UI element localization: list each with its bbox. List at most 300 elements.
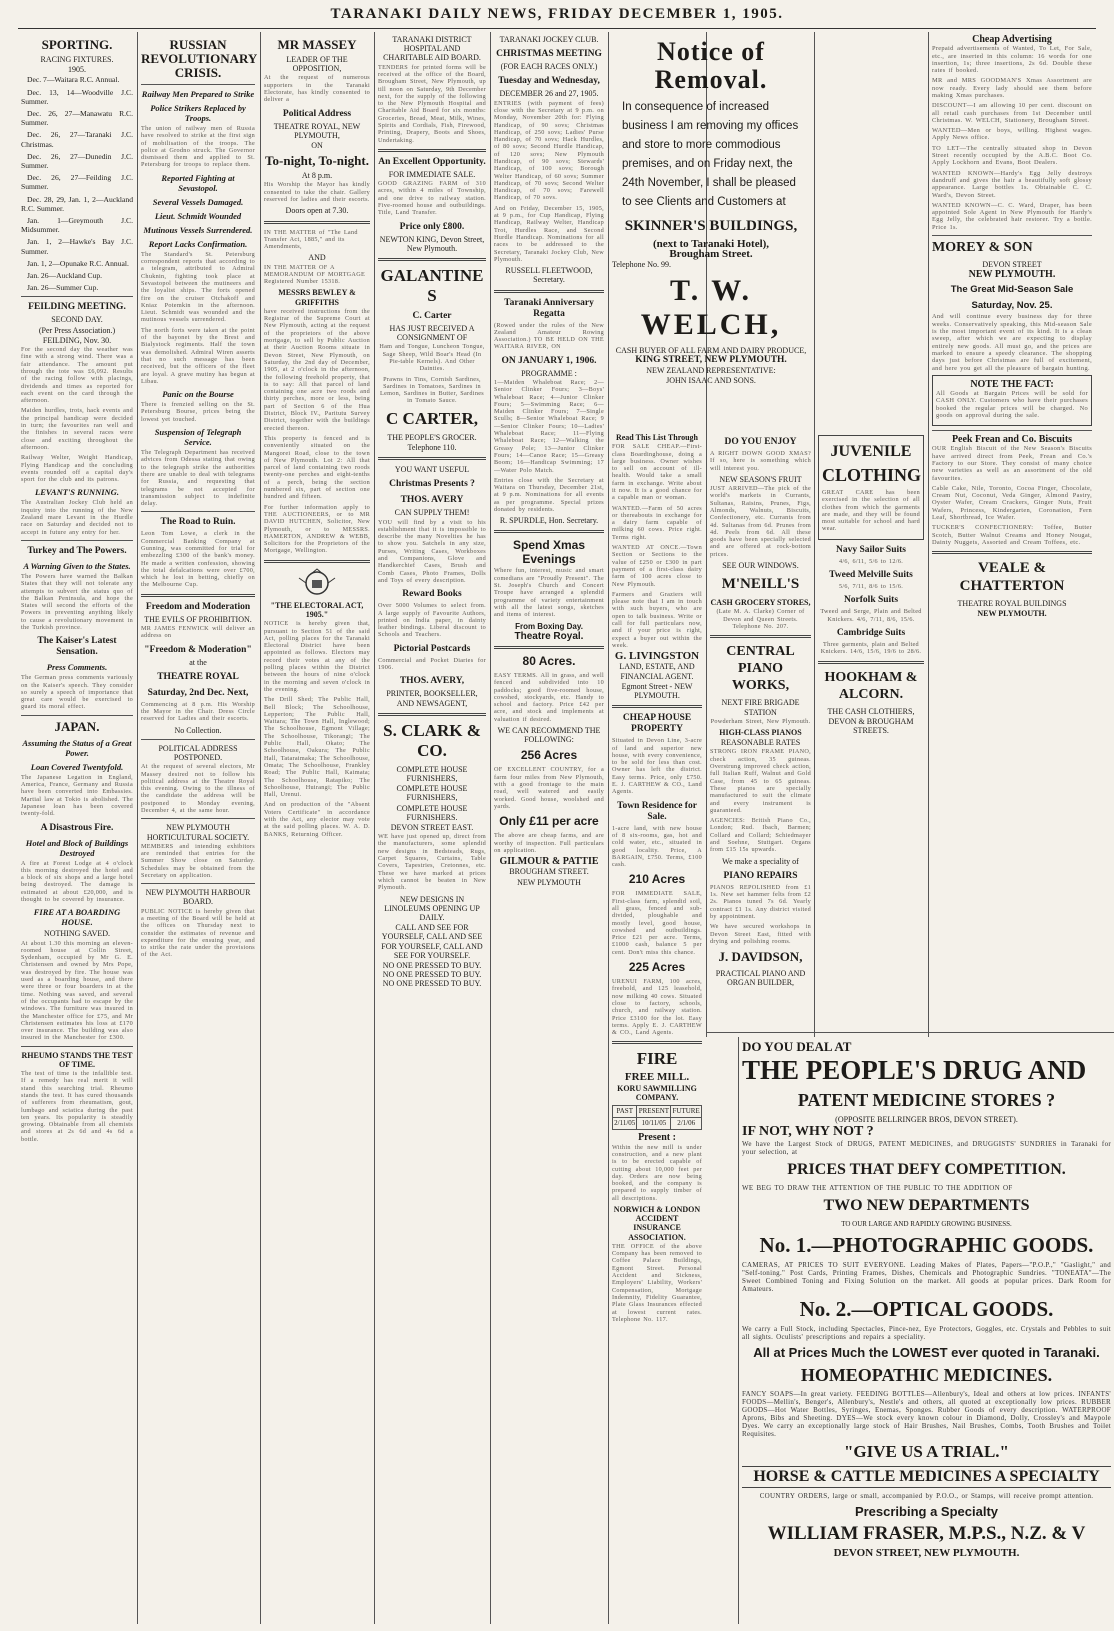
article-text: Maiden hurdles, trots, hack events and the principal handicap were decided in turn; the favourites ran well and the finishes in several races were close and exciting throughout the afternoon. (21, 407, 133, 451)
jan-date: ON JANUARY 1, 1906. (501, 355, 597, 366)
rule (141, 84, 255, 85)
turkey-heading: Turkey and The Powers. (27, 545, 127, 556)
egmont-line: Egmont Street - NEW PLYMOUTH. (621, 681, 693, 701)
meeting-dec: DECEMBER 26 and 27, 1905. (499, 89, 599, 99)
article-text: Where fun, interest, music and smart comedians are "Proudly Present". The St. Joseph's Church and Concert Troupe have arranged a splendid programme of variety entertainment with all the latest songs, sketches and items of interest. (494, 567, 604, 619)
spacer (707, 1040, 737, 1050)
telephone: Telephone No. 99. (612, 260, 671, 270)
sale-date: Saturday, Nov. 25. (971, 300, 1053, 312)
cash-buyer: CASH BUYER OF ALL FARM AND DAIRY PRODUCE, (615, 345, 807, 355)
supply-line: CAN SUPPLY THEM! (394, 508, 470, 518)
skinner-heading: SKINNER'S BUILDINGS, (624, 218, 798, 234)
fixture-item: Jan. 26—Auckland Cup. (27, 271, 103, 281)
damaged-heading: Several Vessels Damaged. (152, 196, 244, 207)
nothing-saved: NOTHING SAVED. (43, 929, 111, 939)
hon-sec: R. SPURDLE, Hon. Secretary. (499, 516, 599, 526)
article-text: Commercial and Pocket Diaries for 1906. (378, 656, 486, 672)
linoleums-line: NEW DESIGNS IN LINOLEUMS OPENING UP DAILY. (384, 894, 480, 922)
theatre-royal-2: Theatre Royal. (514, 630, 584, 642)
messrs-line: MESSRS BEWLEY & GRIFFITHS (278, 288, 356, 307)
homeopathic: HOMEOPATHIC MEDICINES. (800, 1364, 1053, 1385)
king-street: KING STREET, NEW PLYMOUTH. (635, 354, 787, 365)
column-ads-4 (375, 34, 489, 1624)
cambridge-suits: Cambridge Suits (836, 627, 906, 638)
article-text: Powderham Street, New Plymouth. (710, 717, 811, 725)
article-text: FOR SALE CHEAP.—First-class Boardinghouse, doing a large business. Owner wishes to sell on account of ill-health. Would take a small farm in exchange. Write about it now. It is a good chance for a capable man or woman. (612, 443, 702, 502)
rule (141, 594, 255, 597)
rule (21, 1046, 133, 1047)
column-livingston (609, 432, 705, 1624)
column-mneill (707, 432, 814, 1027)
prescribing: Prescribing a Specialty (854, 1503, 999, 1519)
article-text: The Drill Shed; The Public Hall, Bell Block; The Schoolhouse, Lepperton; The Public Hall, Waitara; The Town Hall, Inglewood; The Schoolhouse, Egmont Village; The Schoolhouse, Tikorangi; The Public Hall, Okato; The Schoolhouse, Oakura; The Public Hall, Tataraimaka; The Schoolhouse, Omata; The Schoolhouse, Frankley Road; The Public Hall, Kaimata; The Schoolhouse, Ratapiko; The Schoolhouse, Huirangi; The Public Hall, Urenui. (264, 696, 370, 799)
article-text: THE OFFICE of the above Company has been removed to Coffee Palace Buildings, Egmont Street. Personal Accident and Sickness, Employers' Liability, Workers' Compensation, Mortgage Indemnity, Fidelity Guarantee, Plate Glass Insurances effected at lowest current rates. Telephone No. 117. (612, 1242, 702, 1323)
article-text: At about 1.30 this morning an eleven-roomed house at Collin Street, Sydenham, occupied by Mr G. E. Christensen and owned by Mrs Pope, was destroyed by fire. The house was used as a boarding house, and there were three or four boarders in at the time. Nothing was saved, and several of the occupants had to escape by the windows. The furniture was insured in the Manchester office for £75, and Mr Christensen estimates his loss at £170 over insurance. The building was also insured in the Manchester for £300. (21, 939, 133, 1042)
article-text: STRONG IRON FRAME PIANO, check action, 35 guineas. Overstrung improved check action, full Italian Ruff, Walnut and Gold Case, from 45 to 65 guineas. These pianos are specially manufactured to suit the climate and every instrument is guaranteed. (710, 748, 811, 814)
john-isaac: JOHN ISAAC AND SONS. (666, 376, 756, 386)
rep-line: NEW ZEALAND REPRESENTATIVE: (646, 366, 776, 376)
notice-body: In consequence of increased business I am removing my offices and store to more commodious premises, and on Friday next, the 24th November, I shall be pleased to see Clients and Customers at (622, 101, 799, 208)
rule (494, 530, 604, 533)
massey-heading: MR MASSEY (277, 37, 357, 52)
article-text: Tweed and Serge, Plain and Belted Knickers. 4/6, 7/11, 8/6, 15/6. (820, 608, 922, 623)
tonight-heading: To-night, To-night. (265, 153, 369, 169)
telephone-line: Telephone 110. (407, 442, 457, 452)
brougham-line: BROUGHAM STREET. (509, 867, 589, 877)
rule (932, 235, 1092, 236)
avery-2: THOS. AVERY, (399, 676, 465, 687)
dateline: FEILDING, Nov. 30. (42, 335, 112, 345)
free-mill: FREE MILL. (624, 1071, 690, 1084)
livingston-heading: G. LIVINGSTON (614, 650, 700, 663)
business-line: TO OUR LARGE AND RAPIDLY GROWING BUSINESS. (841, 1219, 1012, 1228)
no-one-line: NO ONE PRESSED TO BUY. NO ONE PRESSED TO BUY. NO ONE PRESSED TO BUY. (382, 960, 482, 989)
article-text: Prepaid advertisements of Wanted, To Let, For Sale, etc., are inserted in this column: 16 words for one insertion, 1s; three insertions, 2s 6d. Double these rates if booked. (932, 45, 1092, 75)
article-text: EASY TERMS. All in grass, and well fenced and subdivided into 10 paddocks; good five-roomed house, cowshed, stockyards, etc. Handy to school and factory. Price £42 per acre, and stock and implements at valuation if desired. (494, 671, 604, 723)
masthead: TARANAKI DAILY NEWS, FRIDAY DECEMBER 1, 1905. (330, 6, 784, 22)
present-heading: Present : (638, 1132, 676, 1144)
article-text: FOR IMMEDIATE SALE, First-class farm, splendid soil, all grass, fenced and sub-divided, ploughable and mostly level, good house, cowshed and outbuildings. Price £21 per acre. Terms, £1000 cash, balance 5 per cent. Don't miss this chance. (612, 890, 702, 956)
article-text: PUBLIC NOTICE is hereby given that a meeting of the Board will be held at the offices on Thursday next to consider the estimates of revenue and expenditure for the ensuing year, and to strike the rate under the provisions of the Act. (141, 907, 255, 959)
article-text: Railway Welter, Weight Handicap, Flying Handicap and the concluding events rounded off a capital day's sport for the club and its patrons. (21, 454, 133, 484)
for-sale: FOR IMMEDIATE SALE. (388, 169, 476, 179)
kaiser-heading: The Kaiser's Latest Sensation. (37, 636, 117, 658)
racing-year: 1905. (68, 65, 86, 75)
fixture-item: Dec. 26, 27—Feilding J.C. Summer. (21, 173, 133, 192)
programme-heading: PROGRAMME : (521, 368, 577, 378)
christmas-meeting: CHRISTMAS MEETING (496, 49, 602, 60)
electoral-act: "THE ELECTORAL ACT, 1905." (270, 600, 364, 620)
clark-line: COMPLETE HOUSE FURNISHERS, (396, 764, 468, 783)
article-text: And on production of the "Absent Voters Certificate" in accordance with the Act, any elector may vote at the said polling places. W. A. D. BANKS, Returning Officer. (264, 801, 370, 838)
opposite-line: (OPPOSITE BELLRINGER BROS, DEVON STREET). (835, 1115, 1018, 1125)
article-text: WE have just opened up, direct from the manufacturers, some splendid new designs in Bedsteads, Rugs, Carpet Squares, Curtains, Table Covers, Tapestries, Cretonnes, etc. These we have marked at prices which cannot be beaten in New Plymouth. (378, 833, 486, 892)
rule (378, 258, 486, 261)
column-sporting (18, 34, 136, 1624)
article-text: IN THE MATTER of "The Land Transfer Act, 1885," and its Amendments, (264, 228, 358, 251)
freedom-heading: Freedom and Moderation (145, 601, 251, 612)
rule (141, 818, 255, 819)
welch-heading: T. W. WELCH, (640, 273, 782, 341)
rule (932, 551, 1092, 554)
article-text: GREAT CARE has been exercised in the selection of all clothes from which the garments are made, and they will be found most suitable for school and hard wear. (822, 489, 920, 533)
juvenile-heading: JUVENILE (830, 443, 912, 460)
article-text: Entries close with the Secretary at Waitara on Thursday, December 21st, at 9 p.m. Nominations for all events as per programme. Special prizes donated by residents. (494, 476, 604, 513)
notice-of-removal (609, 34, 813, 429)
second-day: SECOND DAY. (51, 315, 103, 325)
article-text: OUR English Biscuit of the New Season's Biscuits have arrived direct from Peek, Frean and Co.'s Factory to our Store. They consist of many choice new varieties as well as an assortment of the old favourites. (932, 445, 1092, 482)
section-rule (707, 1032, 1114, 1033)
np-line: NEW PLYMOUTH (517, 877, 581, 887)
article-text: URENUI FARM, 100 acres, freehold, and 125 leasehold, now milking 40 cows. Situated close to factory, schools, church, and railway station. Price £3100 for the lot. Easy terms. Apply E. J. CARTHEW & CO., Land Agents. (612, 978, 702, 1037)
fixture-item: Dec. 7—Waitara R.C. Annual. (27, 75, 120, 85)
next-fire: NEXT FIRE BRIGADE STATION (721, 698, 800, 717)
japan-heading: JAPAN. (54, 718, 100, 734)
article-text: The Telegraph Department has received advices from Odessa stating that owing to the telegraph strike the authorities there are unable to deal with telegrams for Russia, and requesting that telegrams be not accepted for transmission subject to indefinite delay. (141, 449, 255, 508)
rule (141, 511, 255, 512)
clark-line: COMPLETE HOUSE FURNISHERS. (396, 803, 468, 822)
rule (494, 646, 604, 649)
rule (378, 713, 486, 716)
see-windows: SEE OUR WINDOWS. (722, 561, 799, 571)
rule (378, 149, 486, 152)
veale-heading: VEALE & CHATTERTON (959, 560, 1065, 595)
fixture-item: Jan. 1, 2—Hawke's Bay J.C. Summer. (21, 237, 133, 256)
meeting-dates: Tuesday and Wednesday, (498, 76, 600, 87)
article-text: Leon Tom Lowe, a clerk in the Commercial Banking Company at Gunning, was committed for trial for embezzling £300 of the bank's money. He made a written confession, showing the total defalcations were over £700, which he lost in betting, chiefly on the Melbourne Cup. (141, 530, 255, 589)
two-new: TWO NEW DEPARTMENTS (823, 1196, 1030, 1214)
theatre-line: THEATRE ROYAL, NEW PLYMOUTH, (273, 121, 361, 140)
railway-heading: Railway Men Prepared to Strike (141, 89, 255, 99)
christmas-presents: Christmas Presents ? (389, 479, 475, 490)
feilding-heading: FEILDING MEETING. (28, 302, 126, 313)
np-horticultural: NEW PLYMOUTH HORTICULTURAL SOCIETY. (146, 823, 250, 842)
clark-line: COMPLETE HOUSE FURNISHERS, (396, 784, 468, 803)
rule (141, 883, 255, 884)
devon-street: DEVON STREET (982, 260, 1042, 270)
fixture-item: Dec. 28, 29, Jan. 1, 2—Auckland R.C. Summer. (21, 194, 133, 213)
article-text: COUNTRY ORDERS, large or small, accompanied by P.O.O., or Stamps, will receive prompt attention. (759, 1491, 1094, 1500)
clark-heading: S. CLARK & CO. (383, 720, 481, 760)
piano-repairs: PIANO REPAIRS (723, 870, 798, 881)
fixture-item: Jan. 1—Greymouth J.C. Midsummer. (21, 216, 133, 235)
confirmation-heading: Report Lacks Confirmation. (148, 238, 248, 249)
speciality: We make a speciality of (722, 856, 799, 866)
article-text: The Standard's St. Petersburg correspondent reports that according to a telegram, attributed to Admiral Chuknin, fighting took place at Sevastopol between the mutineers and the loyalist ships. The forts opened fire on the cruiser Otchakoff and Kniaz Potemkin in the afternoon. Lieut. Schmidt was wounded and the mutinous vessels surrendered. (141, 250, 255, 324)
evils-line: THE EVILS OF PROHIBITION. (144, 614, 252, 624)
table-head: PAST (613, 1106, 637, 1118)
cash-grocery: CASH GROCERY STORES, (710, 598, 811, 608)
drug-store-ad (739, 1040, 1114, 1624)
norwich-heading: NORWICH & LONDON ACCIDENT INSURANCE ASSOCIATION. (613, 1205, 701, 1242)
fraser-heading: WILLIAM FRASER, M.P.S., N.Z. & V (767, 1522, 1086, 1544)
norfolk-suits: Norfolk Suits (843, 595, 899, 606)
rule (21, 296, 133, 297)
saturday-date: Saturday, 2nd Dec. Next, (147, 687, 249, 698)
warning-heading: A Warning Given to the States. (23, 560, 131, 571)
reasonable: REASONABLE RATES (720, 738, 801, 748)
article-text: Farmers and Graziers will please note that I am in touch with such buyers, who are open to talk business. Write or call for full particulars now, and if your price is right, expect a buyer out within the week. (612, 590, 702, 649)
give-trial: "GIVE US A TRIAL." (843, 1441, 1009, 1461)
article-text: This property is fenced and is conveniently situated on the Mangorei Road, close to the town of New Plymouth. Lot 2: All that parcel of land containing two roods twenty-one perches and eight-tenths of a perch, being the section numbered six, part of section one hundred and fifteen. (264, 434, 370, 501)
section-sporting: SPORTING. (41, 37, 113, 52)
notice-title: Notice of Removal. (654, 37, 768, 94)
peoples-drug: THE PEOPLE'S DRUG AND (742, 1055, 1087, 1086)
article-text: GOOD GRAZING FARM of 310 acres, within 4 miles of Township, and one drive to railway station. Five-roomed house and outbuildings. Title, Land Transfer. (378, 180, 486, 217)
land-agent: LAND, ESTATE, AND FINANCIAL AGENT. (619, 662, 695, 681)
article-text: And will continue every business day for three weeks. Conservatively speaking, this Mid-season Sale is the most important event of its kind. It is a clean sweep, after which we are expecting to display entirely new goods. All must go, and the prices are marked to ensure a speedy clearance. The shopping days just before Christmas are full of excitement, and here you get all the pleasure of bargain hunting. (932, 313, 1092, 372)
article-text: OF EXCELLENT COUNTRY, for a farm four miles from New Plymouth, with a good frontage to the main road, well watered and easily worked. Good house, woolshed and yards. (494, 766, 604, 810)
juvenile-box (818, 435, 924, 540)
article-text: TO LET—The centrally situated shop in Devon Street recently occupied by the A.B.C. Boot Co. Apply Lockhorn and Evans, Boot Dealers. (932, 144, 1092, 167)
article-text: Three garments, plain and Belted Knickers. 14/6, 15/6, 19/6 to 28/6. (820, 640, 922, 656)
gilmour-heading: GILMOUR & PATTIE (499, 856, 599, 868)
article-text: The union of railway men of Russia have resolved to strike at the first sign of mobilisation of the troops. The police at Grodno struck. The Governor dismissed them and applied to St. Petersburg for troops to replace them. (141, 125, 255, 169)
clothing-heading: CLOTHING (822, 465, 922, 485)
agent-line: NEWTON KING, Devon Street, New Plymouth. (379, 234, 485, 253)
political-postponed: POLITICAL ADDRESS POSTPONED. (158, 743, 238, 763)
koru-heading: KORU SAWMILLING COMPANY. (617, 1083, 697, 1102)
acres-256: 256 Acres (520, 748, 578, 763)
article-text: PIANOS REPOLISHED from £1 1s. New set hammer felts from £2 2s. Pianos tuned 7s 6d. Yearly contract £1 1s. Any district visited by appointment. (710, 883, 811, 921)
cash-clothiers: THE CASH CLOTHIERS, (827, 706, 915, 716)
devon-st-fraser: DEVON STREET, NEW PLYMOUTH. (833, 1546, 1020, 1559)
morey-heading: MOREY & SON (932, 240, 1033, 256)
political-address: Political Address (282, 108, 352, 119)
price-line: Price only £800. (399, 221, 465, 232)
article-text: MR and MRS GOODMAN'S Xmas Assortment are now ready. Every lady should see them before making Xmas purchases. (932, 77, 1092, 99)
central-heading: CENTRAL PIANO WORKS, (726, 644, 795, 694)
enjoy-heading: DO YOU ENJOY (724, 437, 797, 447)
article-text: We carry a Full Stock, including Spectacles, Pince-nez, Eye Protectors, Goggles, etc. Crystals and Pebbles to suit all sights. Oculists' prescriptions and repairs a speciality. (742, 1324, 1111, 1341)
table-head: FUTURE (671, 1106, 702, 1118)
no2-optical: No. 2.—OPTICAL GOODS. (799, 1296, 1054, 1321)
we-can: WE CAN RECOMMEND THE FOLLOWING: (497, 726, 601, 745)
article-text: WANTED KNOWN—C. C. Ward, Draper, has been appointed Sole Agent in New Plymouth for Hardy's Egg Jelly, the celebrated hair restorer. Try a bottle. Price 1s. (932, 201, 1092, 231)
rule (612, 705, 702, 708)
avery-sub: PRINTER, BOOKSELLER, AND NEWSAGENT, (386, 689, 478, 708)
article-text: WE BEG TO DRAW THE ATTENTION OF THE PUBLIC TO THE ADDITION OF (742, 1183, 1013, 1192)
article-text: The Australian Jockey Club held an inquiry into the running of the New Zealand mare Levant in the Hurdle race on Saturday and decided not to accept in future any entry for her. (21, 499, 133, 536)
article-text: Commencing at 8 p.m. His Worship the Mayor in the Chair. Dress Circle reserved for Ladies and their escorts. (141, 700, 255, 723)
article-text: The Powers have warned the Balkan States that they will not tolerate any attempts to subvert the status quo of the Balkan Peninsula, and hope the States will second the efforts of the Powers in preventing anything likely to cause a revolutionary movement in the Turkish province. (21, 572, 133, 631)
np-harbour: NEW PLYMOUTH HARBOUR BOARD. (145, 888, 251, 907)
read-list: Read This List Through (615, 433, 699, 442)
navy-suits: Navy Sailor Suits (835, 544, 907, 555)
rule (932, 430, 1092, 431)
article-text: YOU will find by a visit to his establishment that it is impossible to describe the many Novelties he has to show you. Satchels in any size, Purses, Writing Cases, Workboxes and Companions, Glove and Handkerchief Cases, Brush and Comb Cases, Photo Frames, Dolls and Toys of every description. (378, 518, 486, 584)
article-text: Cable Cake, Nile, Toronto, Cocoa Finger, Chocolate, Cream Nut, Coconut, Veda Ginger, Almond Pastry, Oyster Wafer, Cream Crackers, Ginger Nuts, Fruit Wafers, Princess, Kindergarten, Coronation, Fern Leaf, Shortbread, Ice Wafer. (932, 484, 1092, 522)
article-text: For further information apply to THE AUCTIONEERS, or to MR DAVID HUTCHEN, Solicitor, New Plymouth, or to MESSRS. HAMERTON, ANDREW & WEBB, Solicitors for the Proprietors of the Mortgage, Wellington. (264, 503, 370, 555)
boxing-day: From Boxing Day. (515, 621, 583, 631)
article-text: WANTED AT ONCE.—Town Section or Sections to the value of £250 or £300 in part payment of a first-class dairy farm of 100 acres close to New Plymouth. (612, 544, 702, 588)
theatre-buildings: THEATRE ROYAL BUILDINGS (957, 599, 1067, 609)
hookham-heading: HOOKHAM & ALCORN. (824, 669, 918, 702)
article-text: 1-acre land, with new house of 8 six-rooms, gas, hot and cold water, etc., situated in good locality. Price, A BARGAIN, £750. Terms, £100 cash. (612, 824, 702, 869)
only-price: Only £11 per acre (499, 814, 599, 829)
article-text: A fire at Forest Lodge at 4 o'clock this morning destroyed the hotel and a block of six shops and a large hotel being destroyed. The damage is estimated at about £20,000, and is thought to be covered by insurance. (21, 859, 133, 904)
article-text: Over 5000 Volumes to select from. A large supply of Favourite Authors, printed on India paper, in dainty leather bindings. Liberal discount to Schools and Teachers. (378, 602, 486, 639)
article-text: have received instructions from the Registrar of the Supreme Court at New Plymouth, acting at the request of the proprietors of the above mortgage, to sell by Public Auction at their Auction Rooms situate in Devon Street, New Plymouth, on Saturday, the 2nd day of December, 1905, at 2 o'clock in the afternoon, the following freehold property, that is to say: All that parcel of land containing one acre two roods and thirty perches, more or less, being part of Section 6 of the Hua District, Block IV., Paritutu Survey District, together with the buildings erected thereon. (264, 307, 370, 432)
time-line: At 8 p.m. (301, 171, 333, 181)
article-text: 1—Maiden Whaleboat Race; 2—Senior Clinker Fours; 3—Boys' Whaleboat Race; 4—Junior Clinker Fours; 5—Swimming Race; 6—Maiden Clinker Fours; 7—Single Sculls; 8—Senior Whaleboat Race; 9—Senior Clinker Fours; 10—Ladies' Whaleboat Race; 11—Flying Whaleboat Race; 12—Walking the Greasy Pole; 13—Junior Clinker Fours; 14—Canoe Race; 15—Greasy Boom; 16—Handicap Swimming; 17—Water Polo Match. (494, 378, 604, 474)
secretary-line: RUSSELL FLEETWOOD, Secretary. (505, 266, 593, 285)
panic-heading: Panic on the Bourse (162, 389, 234, 400)
article-text: 5/6, 7/11, 8/6 to 15/6. (838, 583, 904, 591)
rule (818, 661, 924, 664)
article-text: (Late M. A. Clarke) Corner of Devon and Queen Streets. Telephone No. 207. (716, 608, 805, 631)
masthead-rule (18, 28, 1096, 29)
table-cell: 10/11/05 (637, 1118, 671, 1130)
press-association: (Per Press Association.) (38, 325, 116, 335)
hotel-heading: Hotel and Block of Buildings Destroyed (25, 837, 129, 858)
article-text: CAMERAS, AT PRICES TO SUIT EVERYONE. Leading Makes of Plates, Papers—"P.O.P.," "Gaslight," and "Self-toning." Post Cards, Printing Frames, Dishes, Chemicals and Photographic Sundries. "TONEATA"—The Sweet Combined Toning and Fixing Solution on the market. All goods at popular prices. Dark Room for Amateurs. (742, 1260, 1111, 1293)
article-text: For the second day the weather was fine with a strong wind. There was a fair attendance. The amount put through the tote was £6,092. Results of the racing follow with placings, dividends and times as reported for each event on the card through the afternoon. (21, 346, 133, 405)
article-text: DISCOUNT—I am allowing 10 per cent. discount on all retail cash purchases from 1st December until Christmas. W. WELCH, Stationery, Brougham Street. (932, 102, 1092, 124)
c-carter: C. Carter (412, 310, 452, 321)
article-text: WANTED—Men or boys, willing. Highest wages. Apply News office. (932, 127, 1092, 142)
leader-line: LEADER OF THE OPPOSITION, (286, 55, 348, 74)
fixture-item: Dec. 13, 14—Woodville J.C. Summer. (21, 87, 133, 106)
patent-medicine: PATENT MEDICINE STORES ? (797, 1090, 1056, 1111)
hospital-heading: TARANAKI DISTRICT HOSPITAL AND CHARITABLE AID BOARD. (383, 35, 481, 63)
table-cell: 2/1/06 (671, 1118, 702, 1130)
article-text: The Japanese Legation in England, America, France, Germany and Russia have been converted into Embassies. Martial law at Tokio is abolished. The Japanese loan has been covered twenty-fold. (21, 773, 133, 818)
article-text: We have the Largest Stock of DRUGS, PATENT MEDICINES, and DRUGGISTS' SUNDRIES in Taranaki for your selection, at (742, 1139, 1111, 1156)
opportunity-heading: An Excellent Opportunity. (378, 156, 486, 167)
article-text: We have secured workshops in Devon Street East, fitted with drying and polishing rooms. (710, 923, 811, 945)
fixture-item: Jan. 1, 2—Opunake R.C. Annual. (27, 258, 129, 268)
fixture-item: Jan. 26—Summer Cup. (27, 283, 99, 293)
regatta-heading: Taranaki Anniversary Regatta (504, 297, 594, 319)
article-text: MEMBERS and intending exhibitors are reminded that entries for the Summer Show close on Saturday. Schedules may be obtained from the Secretary on application. (141, 842, 255, 879)
practical: PRACTICAL PIANO AND ORGAN BUILDER, (715, 969, 806, 988)
want-useful: YOU WANT USEFUL (394, 465, 470, 475)
tweed-suits: Tweed Melville Suits (829, 570, 913, 581)
rheumo-heading: RHEUMO STANDS THE TEST OF TIME. (21, 1050, 133, 1069)
article-text: The test of time is the infallible test. If a remedy has real merit it will stand this searching trial. Rheumo stands the test. It has cured thousands of sufferers from rheumatism, gout, lumbago and sciatica during the past ten years. Its popularity is steadily growing. Obtainable from all chemists and stores at 2s 6d and 4s 6d a bottle. (21, 1070, 133, 1143)
article-text: WANTED KNOWN—Hardy's Egg Jelly destroys dandruff and gives the hair a beautifully soft glossy appearance. Large bottles 1s. Obtainable C. C. Ward's, Devon Street. (932, 169, 1092, 199)
article-text: TUCKER'S CONFECTIONERY: Toffee, Butter Scotch, Butter Walnut Creams and Honey Nougat, Dainty Nuggets, Assorted and Cream Toffees, etc. (932, 524, 1092, 546)
no1-photographic: No. 1.—PHOTOGRAPHIC GOODS. (759, 1232, 1094, 1257)
devon-line: DEVON STREET EAST. (390, 822, 474, 832)
article-text: FANCY SOAPS—In great variety. FEEDING BOTTLES—Allenbury's, Ideal and others at low prices. INFANTS' FOODS—Mellin's, Benger's, Allenbury's, Nestle's and others, all quoted at exceptionally low prices. RUBBER GOODS—Hot Water Bottles, Syringes, Enemas, Sponges. Rubber Goods of every description. WATERPROOF Aprons, Bibs and Sheeting. DYES—We stock every known colour in Diamond, Dolly, Crossley's and Maypole Dyes. We carry an exceptionally large stock of Hair Brushes, Nail Brushes, Combs, Tooth Brushes and Toilet Requisites. (742, 1389, 1111, 1438)
do-you-deal: DO YOU DEAL AT (742, 1040, 852, 1054)
crest-icon (264, 568, 370, 600)
article-text: A RIGHT DOWN GOOD XMAS? If so, here is something which will interest you. (710, 450, 811, 472)
loan-heading: Loan Covered Twentyfold. (30, 761, 124, 772)
article-text: WANTED.—Farm of 50 acres or thereabouts in exchange for a dairy farm capable of milking 60 cows. Price right. Terms right. (612, 504, 702, 541)
fixture-list (21, 75, 133, 292)
article-text: There is frenzied selling on the St. Petersburg Bourse, prices being the lowest yet touched. (141, 401, 255, 423)
peoples-grocer: THE PEOPLE'S GROCER. (387, 432, 477, 442)
cheap-advertising: Cheap Advertising (972, 34, 1052, 45)
article-text: (Rowed under the rules of the New Zealand Amateur Rowing Association.) TO BE HELD ON THE WAITARA RIVER, ON (494, 321, 604, 351)
freedom-quote: "Freedom & Moderation" (144, 644, 252, 655)
levants-heading: LEVANT'S RUNNING. (35, 487, 119, 498)
if-not: IF NOT, WHY NOT ? (742, 1124, 874, 1140)
np-morey: NEW PLYMOUTH. (968, 269, 1056, 281)
theatre-royal: THEATRE ROYAL (157, 671, 239, 682)
article-text: And on Friday, December 15, 1905, at 9 p.m., for Cup Handicap, Flying Handicap, Railway Welter, Handicap Trot, Hurdles Race, and Second Hurdle Handicap. Nominations for all races to be addressed to the Secretary, Taranaki Jockey Club, New Plymouth. (494, 204, 604, 263)
article-text: The north forts were taken at the point of the bayonet by the Brest and Bialystock regiments. Half the town was demolished. Admiral Wiren asserts that no such message has been received, but the officers of the fleet are loyal. A grave mutiny has begun at Libau. (141, 326, 255, 385)
no-collection: No Collection. (174, 725, 222, 735)
brougham-street: Brougham Street. (669, 248, 753, 261)
article-text: His Worship the Mayor has kindly consented to take the chair. Gallery reserved for ladies and their escorts. (264, 181, 370, 203)
assuming-heading: Assuming the Status of a Great Power. (22, 737, 132, 758)
disastrous-heading: A Disastrous Fire. (40, 822, 114, 833)
peek-heading: Peek Frean and Co. Biscuits (951, 434, 1073, 446)
suspension-heading: Suspension of Telegraph Service. (154, 427, 242, 448)
rule (612, 1041, 702, 1044)
cheap-house: CHEAP HOUSE PROPERTY (622, 713, 692, 735)
rule (21, 540, 133, 541)
table-cell: 2/11/05 (613, 1118, 637, 1130)
on-line: ON (311, 141, 323, 150)
highclass: HIGH-CLASS PIANOS (719, 728, 802, 738)
rule (264, 221, 370, 224)
acres-80: 80 Acres. (522, 653, 576, 668)
fixture-item: Dec. 26, 27—Dunedin J.C. Summer. (21, 151, 133, 171)
rule (21, 715, 133, 716)
police-heading: Police Strikers Replaced by Troops. (150, 103, 246, 123)
xmas-heading: Spend Xmas Evenings (512, 538, 586, 567)
article-text: Within the new mill is under construction, and a new plant is to be erected capable of cutting about 10,000 feet per day. Orders are now being booked, and the company is prepared to supply timber of all descriptions. (612, 1143, 702, 1202)
schmidt-heading: Lieut. Schmidt Wounded (154, 210, 242, 221)
table-head: PRESENT (637, 1106, 671, 1118)
article-text: MR JAMES FENWICK will deliver an address on (141, 624, 255, 640)
fixture-item: Dec. 26, 27—Taranaki J.C. Christmas. (21, 130, 133, 149)
column-morey (929, 34, 1095, 1039)
acres-225: 225 Acres (628, 960, 686, 975)
devon-brougham: DEVON & BROUGHAM STREETS. (828, 716, 914, 735)
press-comments-heading: Press Comments. (46, 662, 108, 673)
article-text: All Goods at Bargain Prices will be sold for CASH ONLY. Customers who have their purchases booked the regular prices will be charged. No goods on approval during the sale. (936, 390, 1088, 419)
article-text: Ham and Tongue, Luncheon Tongue, Sage Sheep, Wild Boar's Head (In Pie-table Kernels). And Other Dainties. (379, 343, 485, 373)
and-line: AND (308, 253, 326, 263)
russian-heading: RUSSIAN REVOLUTIONARY CRISIS. (141, 37, 258, 80)
rule (494, 290, 604, 293)
new-season: NEW SEASON'S FRUIT (719, 474, 802, 484)
np-veale: NEW PLYMOUTH. (977, 609, 1047, 619)
jockey-club: TARANAKI JOCKEY CLUB. (499, 35, 599, 44)
galantines-heading: GALANTINE S (380, 265, 484, 305)
avery-heading: THOS. AVERY (400, 495, 464, 506)
horse-cattle: HORSE & CATTLE MEDICINES A SPECIALTY (742, 1466, 1111, 1488)
road-heading: The Road to Ruin. (160, 517, 236, 528)
rule (264, 560, 370, 563)
column-racing (491, 34, 607, 1624)
article-text: The German press comments variously on the Kaiser's speech. They consider so surely a speech of importance that great care would be exercised to guard its moral effect. (21, 674, 133, 711)
prices-defy: PRICES THAT DEFY COMPETITION. (787, 1160, 1066, 1178)
mutinous-heading: Mutinous Vessels Surrendered. (143, 224, 253, 235)
article-text: Situated in Devon Line, 3-acre of land and superior new house, with every convenience, to be sold for less than cost. Owner has left the district. Easy terms. Price, only £750. E. J. CARTHEW & CO., Land Agents. (612, 737, 702, 796)
doors-line: Doors open at 7.30. (285, 206, 349, 216)
column-hookham (815, 432, 927, 1027)
article-text: Prawns in Tins, Cornish Sardines, Sardines in Tomatoes, Sardines in Lemon, Sardines in Butter, Sardines in Tomato Sauce. (380, 375, 484, 405)
koru-table (612, 1105, 702, 1130)
column-russia (138, 34, 258, 1624)
column-massey (261, 34, 373, 1624)
pictorial-postcards: Pictorial Postcards (393, 643, 471, 654)
note-fact-box (932, 375, 1092, 426)
reward-books: Reward Books (402, 589, 462, 600)
fighting-heading: Reported Fighting at Sevastopol. (161, 172, 235, 193)
carter-big: C CARTER, (386, 408, 478, 428)
article-text: The above are cheap farms, and are worthy of inspection. Full particulars on application. (494, 832, 604, 854)
note-fact: NOTE THE FACT: (970, 378, 1054, 390)
rule (141, 739, 255, 740)
